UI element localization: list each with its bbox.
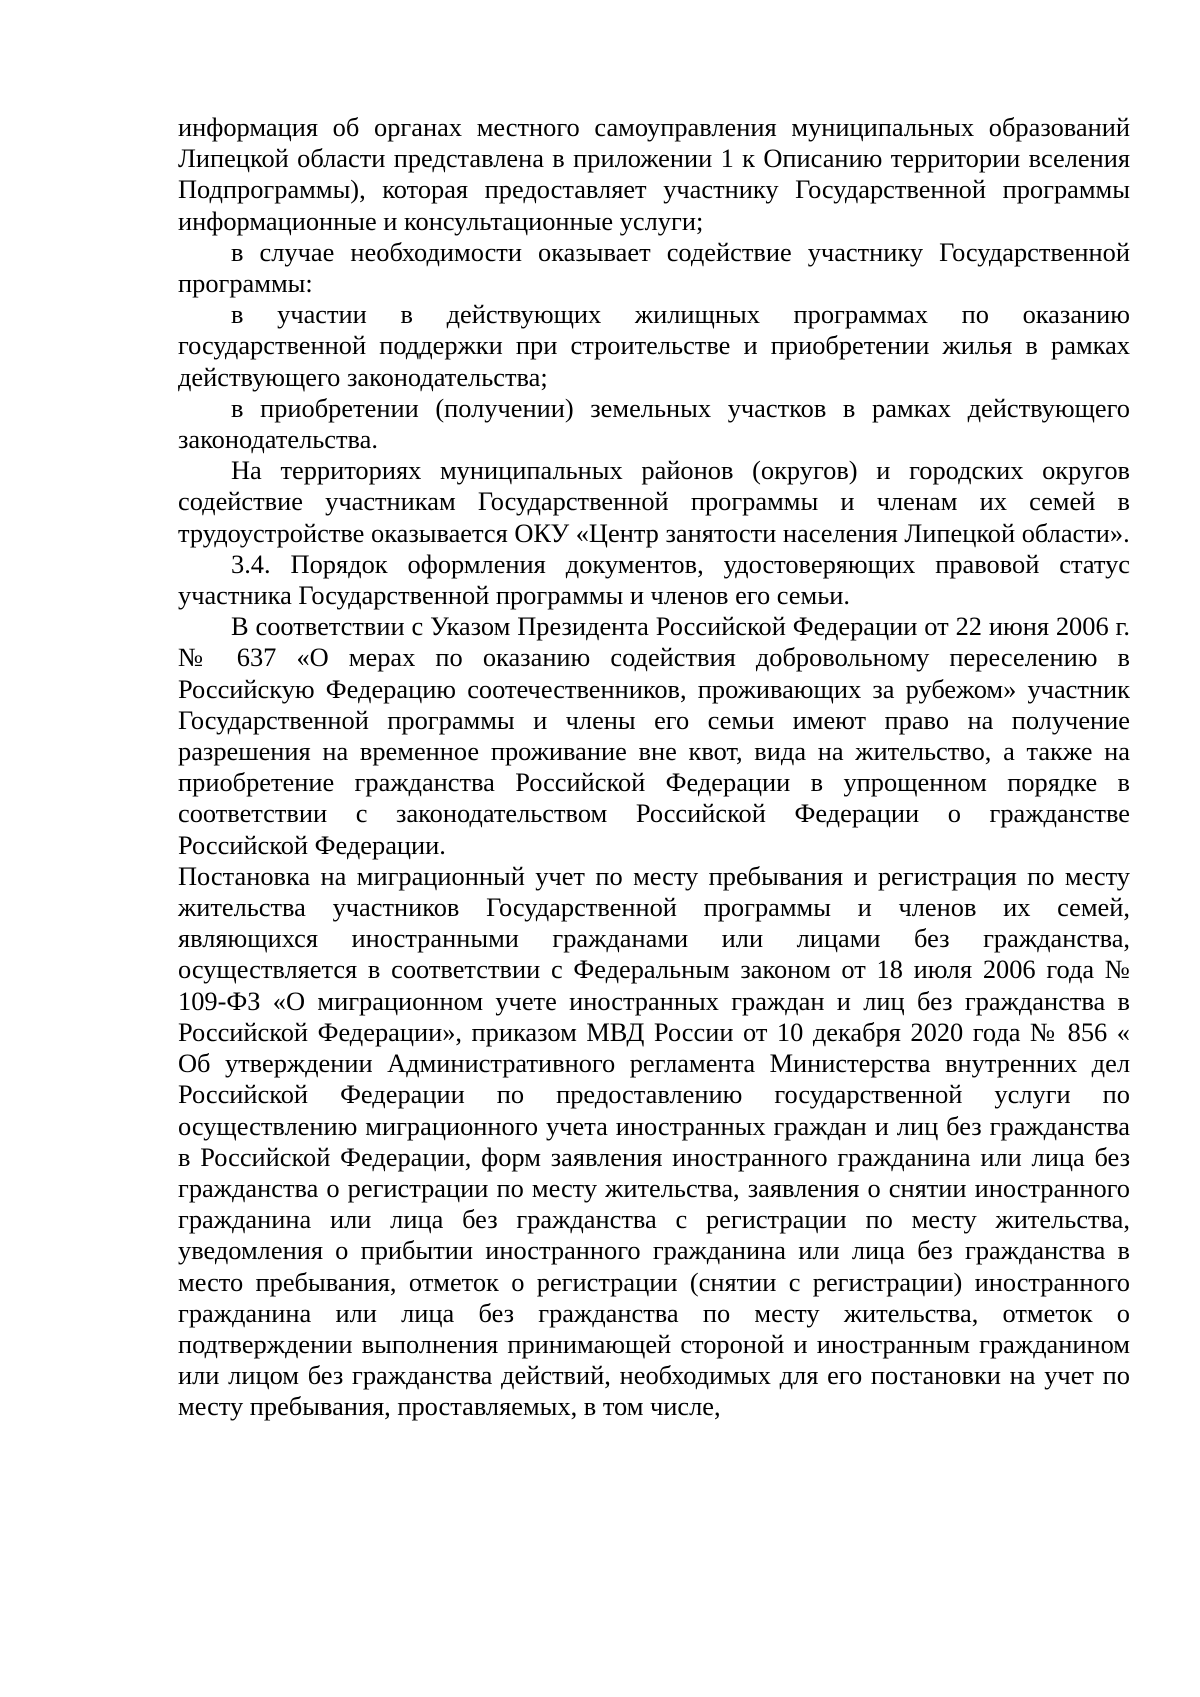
- paragraph-housing-programs: в участии в действующих жилищных программах по оказанию государственной поддержки при строительстве и приобретении жилья в рамках действующего законодательства;: [178, 299, 1130, 392]
- paragraph-info-continuation: информация об органах местного самоуправления муниципальных образований Липецкой области представлена в приложении 1 к Описанию территории вселения Подпрограммы), которая предоставляет участнику Государственной программы информационные и консультационные услуги;: [178, 112, 1130, 236]
- document-body: [178, 112, 1130, 1423]
- paragraph-presidential-decree: В соответствии с Указом Президента Российской Федерации от 22 июня 2006 г. № 637 «О мерах по оказанию содействия добровольному переселению в Российскую Федерацию соотечественников, проживающих за рубежом» участник Государственной программы и члены его семьи имеют право на получение разрешения на временное проживание вне квот, вида на жительство, а также на приобретение гражданства Российской Федерации в упрощенном порядке в соответствии с законодательством Российской Федерации о гражданстве Российской Федерации.: [178, 611, 1130, 860]
- paragraph-land-plots: в приобретении (получении) земельных участков в рамках действующего законодательства.: [178, 392, 1130, 455]
- paragraph-migration-registration: Постановка на миграционный учет по месту пребывания и регистрация по месту жительства участников Государственной программы и членов их семей, являющихся иностранными гражданами или лицами без гражданства, осуществляется в соответствии с Федеральным законом от 18 июля 2006 года № 109-ФЗ «О миграционном учете иностранных граждан и лиц без гражданства в Российской Федерации», приказом МВД России от 10 декабря 2020 года № 856 « Об утверждении Административного регламента Министерства внутренних дел Российской Федерации по предоставлению государственной услуги по осуществлению миграционного учета иностранных граждан и лиц без гражданства в Российской Федерации, форм заявления иностранного гражданина или лица без гражданства о регистрации по месту жительства, заявления о снятии иностранного гражданина или лица без гражданства с регистрации по месту жительства, уведомления о прибытии иностранного гражданина или лица без гражданства в место пребывания, отметок о регистрации (снятии с регистрации) иностранного гражданина или лица без гражданства по месту жительства, отметок о подтверждении выполнения принимающей стороной и иностранным гражданином или лицом без гражданства действий, необходимых для его постановки на учет по месту пребывания, проставляемых, в том числе,: [178, 860, 1130, 1422]
- paragraph-section-3-4-heading: 3.4. Порядок оформления документов, удостоверяющих правовой статус участника Государственной программы и членов его семьи.: [178, 548, 1130, 611]
- paragraph-employment: На территориях муниципальных районов (округов) и городских округов содействие участникам Государственной программы и членам их семей в трудоустройстве оказывается ОКУ «Центр занятости населения Липецкой области».: [178, 455, 1130, 548]
- paragraph-assistance-intro: в случае необходимости оказывает содействие участнику Государственной программы:: [178, 236, 1130, 299]
